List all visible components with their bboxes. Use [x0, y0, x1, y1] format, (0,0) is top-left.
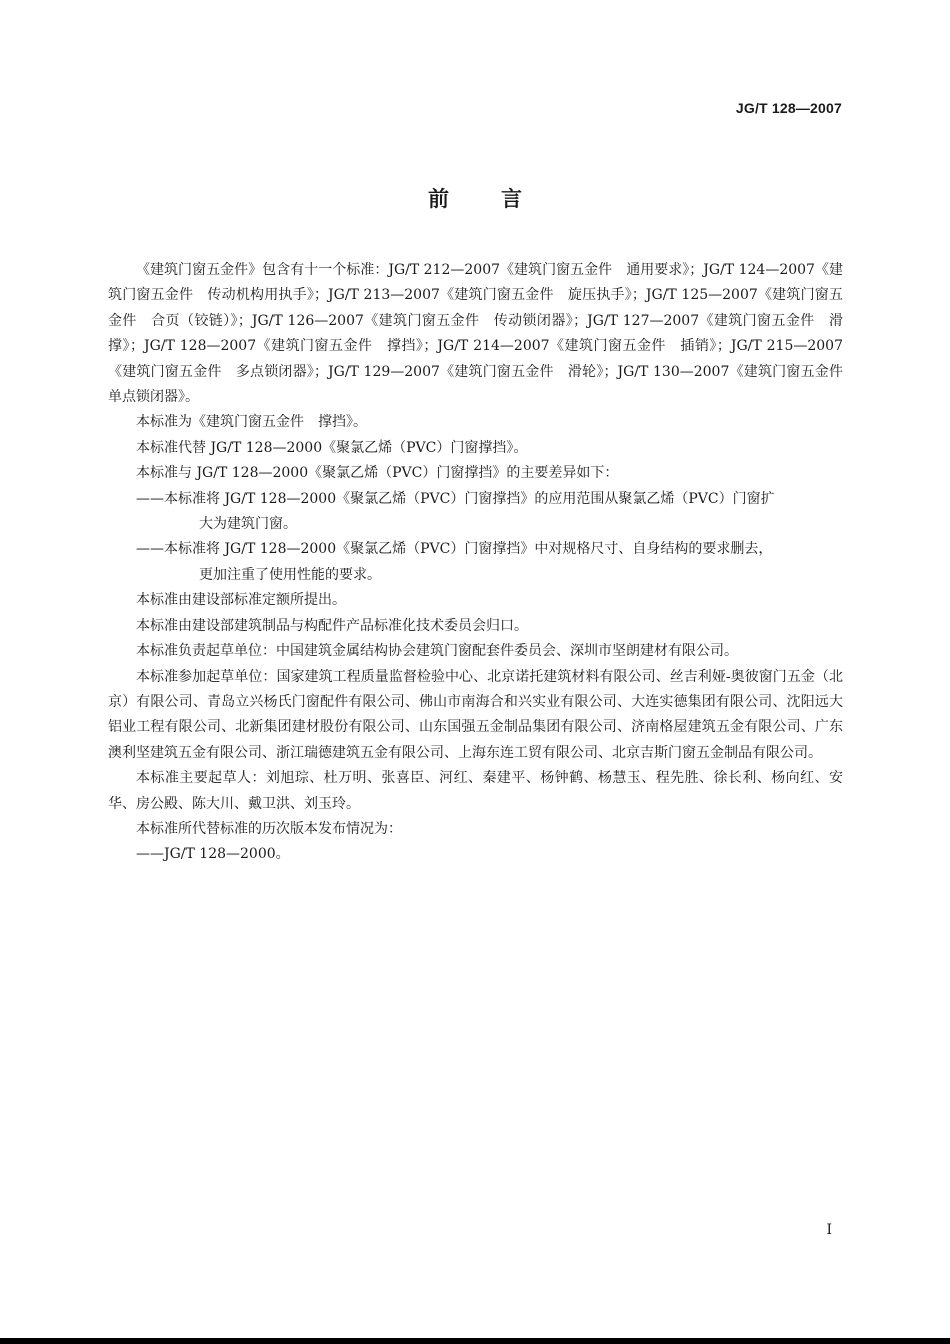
paragraph-version-history: 本标准所代替标准的历次版本发布情况为：: [136, 820, 402, 837]
bottom-border: [0, 1338, 950, 1344]
difference-item-2-line2: 更加注重了使用性能的要求。: [199, 566, 381, 583]
standard-code: JG/T 128—2007: [735, 100, 842, 116]
paragraph-responsible-drafters: 本标准负责起草单位：中国建筑金属结构协会建筑门窗配套件委员会、深圳市坚朗建材有限公司。: [136, 643, 738, 660]
foreword-body: [108, 258, 857, 868]
paragraph-standards-list: 《建筑门窗五金件》包含有十一个标准：JG/T 212—2007《建筑门窗五金件 通用要求》；JG/T 124—2007《建筑门窗五金件 传动机构用执手》；JG/T 213—2007《建筑门窗五金件 旋压执手》；JG/T 125—2007《建筑门窗五金件 合页（铰链）》；JG/T 126—2007《建筑门窗五金件 传动锁闭器》；JG/T 127—2007《建筑门窗五金件 滑撑》；JG/T 128—2007《建筑门窗五金件 撑挡》；JG/T 214—2007《建筑门窗五金件 插销》；JG/T 215—2007《建筑门窗五金件 多点锁闭器》；JG/T 129—2007《建筑门窗五金件 滑轮》；JG/T 130—2007《建筑门窗五金件 单点锁闭器》。: [108, 262, 857, 406]
paragraph-scope: 本标准为《建筑门窗五金件 撑挡》。: [136, 414, 367, 431]
title-char-2: 言: [501, 187, 522, 211]
paragraph-main-drafters: 本标准主要起草人：刘旭琮、杜万明、张喜臣、河红、秦建平、杨钟鹤、杨慧玉、程先胜、徐长利、杨向红、安华、房公殿、陈大川、戴卫洪、刘玉玲。: [108, 770, 843, 812]
paragraph-participating-drafters: 本标准参加起草单位：国家建筑工程质量监督检验中心、北京诺托建筑材料有限公司、丝吉利娅-奥彼窗门五金（北京）有限公司、青岛立兴杨氏门窗配件有限公司、佛山市南海合和兴实业有限公司、大连实德集团有限公司、沈阳远大铝业工程有限公司、北新集团建材股份有限公司、山东国强五金制品集团有限公司、济南格屋建筑五金有限公司、广东澳利坚建筑五金有限公司、浙江瑞德建筑五金有限公司、上海东连工贸有限公司、北京吉斯门窗五金制品有限公司。: [108, 668, 843, 761]
difference-item-2-line1: ——本标准将 JG/T 128—2000《聚氯乙烯（PVC）门窗撑挡》中对规格尺寸、自身结构的要求删去，: [136, 541, 773, 558]
difference-item-1-line2: 大为建筑门窗。: [199, 516, 297, 533]
title-char-1: 前: [428, 187, 449, 211]
difference-item-1: [108, 487, 843, 538]
version-history-item: ——JG/T 128—2000。: [136, 846, 290, 863]
paragraph-replaces: 本标准代替 JG/T 128—2000《聚氯乙烯（PVC）门窗撑挡》。: [136, 439, 528, 456]
paragraph-centralized-by: 本标准由建设部建筑制品与构配件产品标准化技术委员会归口。: [136, 617, 528, 634]
difference-item-1-line1: ——本标准将 JG/T 128—2000《聚氯乙烯（PVC）门窗撑挡》的应用范围从聚氯乙烯（PVC）门窗扩: [136, 490, 775, 507]
page-number: I: [826, 1222, 832, 1238]
page-title: [0, 183, 950, 213]
paragraph-proposed-by: 本标准由建设部标准定额所提出。: [136, 592, 346, 609]
difference-item-2: [108, 537, 843, 588]
paragraph-differences-intro: 本标准与 JG/T 128—2000《聚氯乙烯（PVC）门窗撑挡》的主要差异如下：: [136, 465, 619, 482]
